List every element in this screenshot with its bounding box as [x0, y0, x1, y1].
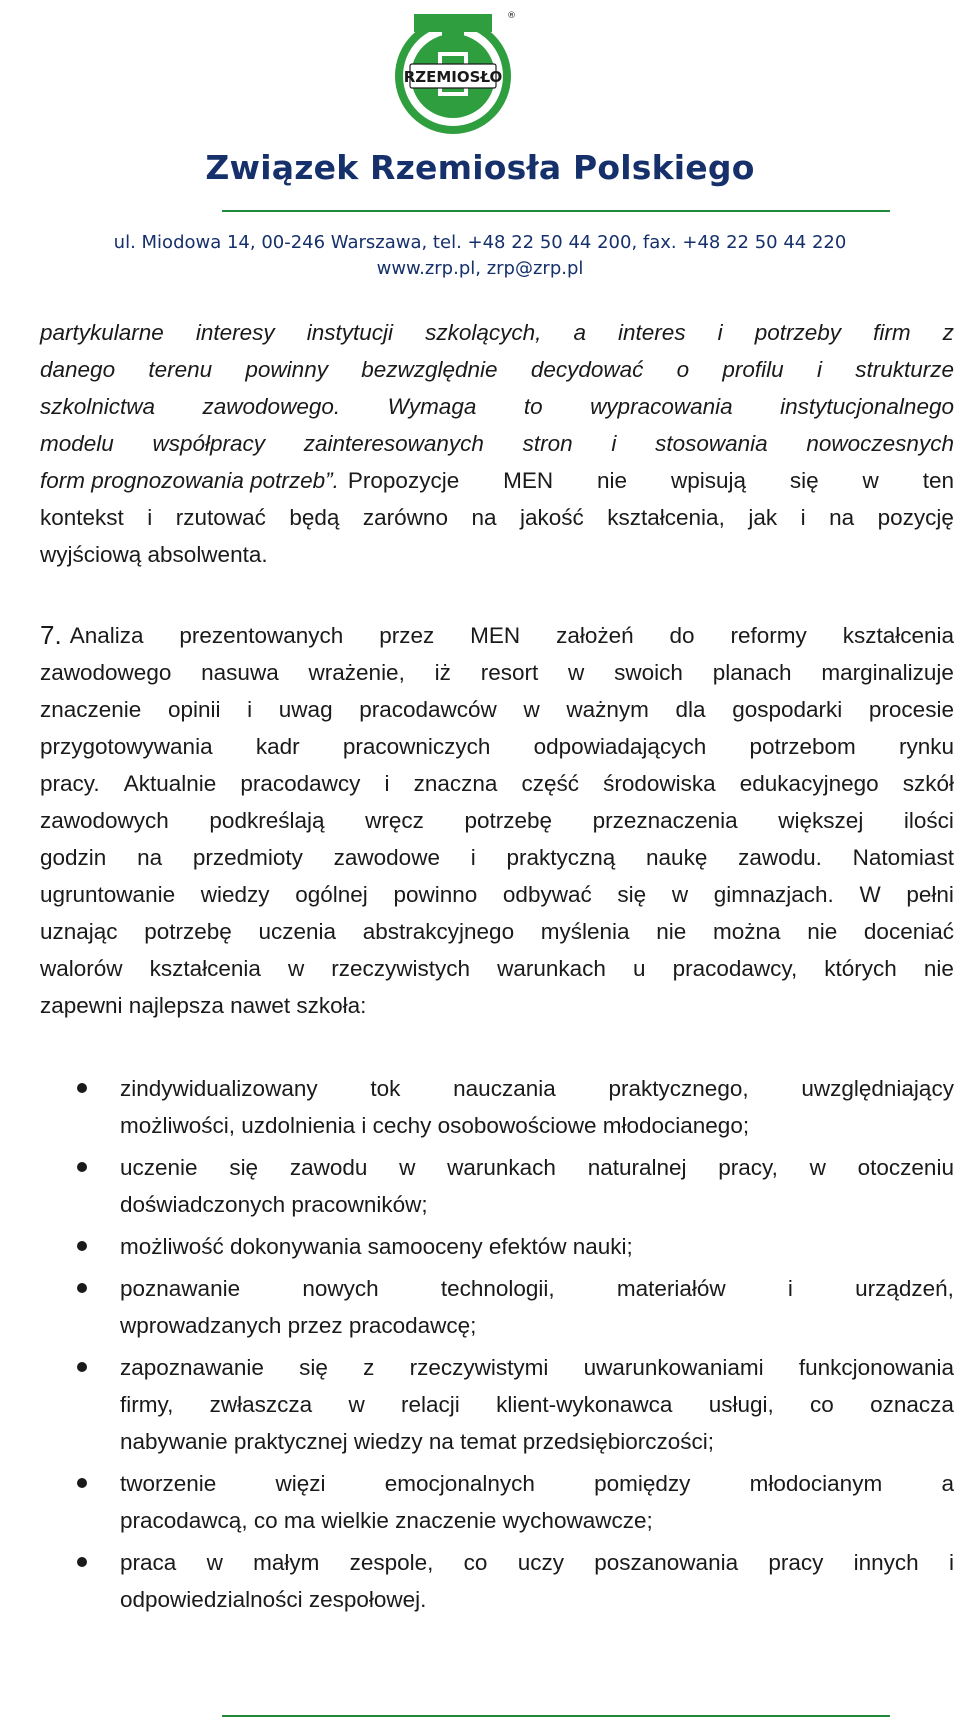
paragraph-continuation — [40, 314, 954, 573]
bullet-text-line: zapoznawanie się z rzeczywistymi uwarunkowaniami funkcjonowania — [120, 1355, 954, 1380]
text-line: wyjściową absolwenta. — [40, 542, 268, 567]
text-line: Analiza prezentowanych przez MEN założeń do reformy kształcenia — [69, 623, 954, 648]
bullet-item — [40, 1070, 954, 1144]
bullet-dot-icon — [77, 1162, 87, 1172]
text-line: znaczenie opinii i uwag pracodawców w ważnym dla gospodarki procesie — [40, 697, 954, 722]
paragraph-number: 7. — [40, 620, 62, 650]
text-line: pracy. Aktualnie pracodawcy i znaczna część środowiska edukacyjnego szkół — [40, 771, 954, 796]
footer-divider — [222, 1715, 890, 1717]
bullet-dot-icon — [77, 1557, 87, 1567]
text-line — [40, 462, 954, 499]
bullet-text-line: uczenie się zawodu w warunkach naturalnej pracy, w otoczeniu — [120, 1155, 954, 1180]
bullet-dot-icon — [77, 1083, 87, 1093]
text-line: ugruntowanie wiedzy ogólnej powinno odbywać się w gimnazjach. W pełni — [40, 882, 954, 907]
bullet-text-line: poznawanie nowych technologii, materiałów i urządzeń, — [120, 1276, 954, 1301]
bullet-text-line: praca w małym zespole, co uczy poszanowania pracy innych i — [120, 1550, 954, 1575]
text-line: godzin na przedmioty zawodowe i praktyczną naukę zawodu. Natomiast — [40, 845, 954, 870]
text-line: partykularne interesy instytucji szkolących, a interes i potrzeby firm z — [40, 320, 954, 345]
organization-address: ul. Miodowa 14, 00-246 Warszawa, tel. +48 22 50 44 200, fax. +48 22 50 44 220 — [113, 232, 847, 253]
bullet-dot-icon — [77, 1478, 87, 1488]
rzemioslo-logo — [386, 4, 520, 138]
bullet-text-line: odpowiedzialności zespołowej. — [120, 1587, 427, 1612]
text-line: kontekst i rzutować będą zarówno na jakość kształcenia, jak i na pozycję — [40, 505, 954, 530]
text-line: szkolnictwa zawodowego. Wymaga to wypracowania instytucjonalnego — [40, 394, 954, 419]
bullet-item — [40, 1349, 954, 1460]
bullet-dot-icon — [77, 1283, 87, 1293]
organization-contact: www.zrp.pl, zrp@zrp.pl — [376, 258, 584, 279]
bullet-dot-icon — [77, 1241, 87, 1251]
benefits-bullet-list — [40, 1070, 954, 1623]
bullet-text-line: zindywidualizowany tok nauczania praktycznego, uwzględniający — [120, 1076, 954, 1101]
text-line: zapewni najlepsza nawet szkoła: — [40, 993, 367, 1018]
text-line: walorów kształcenia w rzeczywistych warunkach u pracodawcy, których nie — [40, 956, 954, 981]
registered-mark: ® — [507, 11, 516, 21]
numbered-paragraph-7 — [40, 617, 954, 1024]
bullet-item — [40, 1149, 954, 1223]
bullet-dot-icon — [77, 1362, 87, 1372]
text-line: przygotowywania kadr pracowniczych odpowiadających potrzebom rynku — [40, 734, 954, 759]
header-divider — [222, 210, 890, 212]
bullet-item — [40, 1270, 954, 1344]
text-line: zawodowych podkreślają wręcz potrzebę przeznaczenia większej ilości — [40, 808, 954, 833]
bullet-text-line: wprowadzanych przez pracodawcę; — [120, 1313, 477, 1338]
logo-wordmark: RZEMIOSŁO — [403, 68, 503, 86]
bullet-text-line: pracodawcą, co ma wielkie znaczenie wychowawcze; — [120, 1508, 653, 1533]
bullet-item — [40, 1465, 954, 1539]
text-line: danego terenu powinny bezwzględnie decydować o profilu i strukturze — [40, 357, 954, 382]
text-line: uznając potrzebę uczenia abstrakcyjnego myślenia nie można nie doceniać — [40, 919, 954, 944]
text-line: modelu współpracy zainteresowanych stron i stosowania nowoczesnych — [40, 431, 954, 456]
bullet-text-line: nabywanie praktycznej wiedzy na temat przedsiębiorczości; — [120, 1429, 715, 1454]
bullet-text-line: doświadczonych pracowników; — [120, 1192, 428, 1217]
bullet-item — [40, 1228, 954, 1265]
bullet-text-line: tworzenie więzi emocjonalnych pomiędzy młodocianym a — [120, 1471, 954, 1496]
bullet-text-line: możliwość dokonywania samooceny efektów nauki; — [120, 1234, 633, 1259]
text-line: zawodowego nasuwa wrażenie, iż resort w swoich planach marginalizuje — [40, 660, 954, 685]
text-segment: Propozycje MEN nie wpisują się w ten — [347, 468, 954, 493]
bullet-text-line: możliwości, uzdolnienia i cechy osobowościowe młodocianego; — [120, 1113, 750, 1138]
organization-name: Związek Rzemiosła Polskiego — [205, 148, 755, 187]
bullet-text-line: firmy, zwłaszcza w relacji klient-wykonawca usługi, co oznacza — [120, 1392, 954, 1417]
quote-end: form prognozowania potrzeb”. — [40, 468, 339, 493]
bullet-item — [40, 1544, 954, 1618]
